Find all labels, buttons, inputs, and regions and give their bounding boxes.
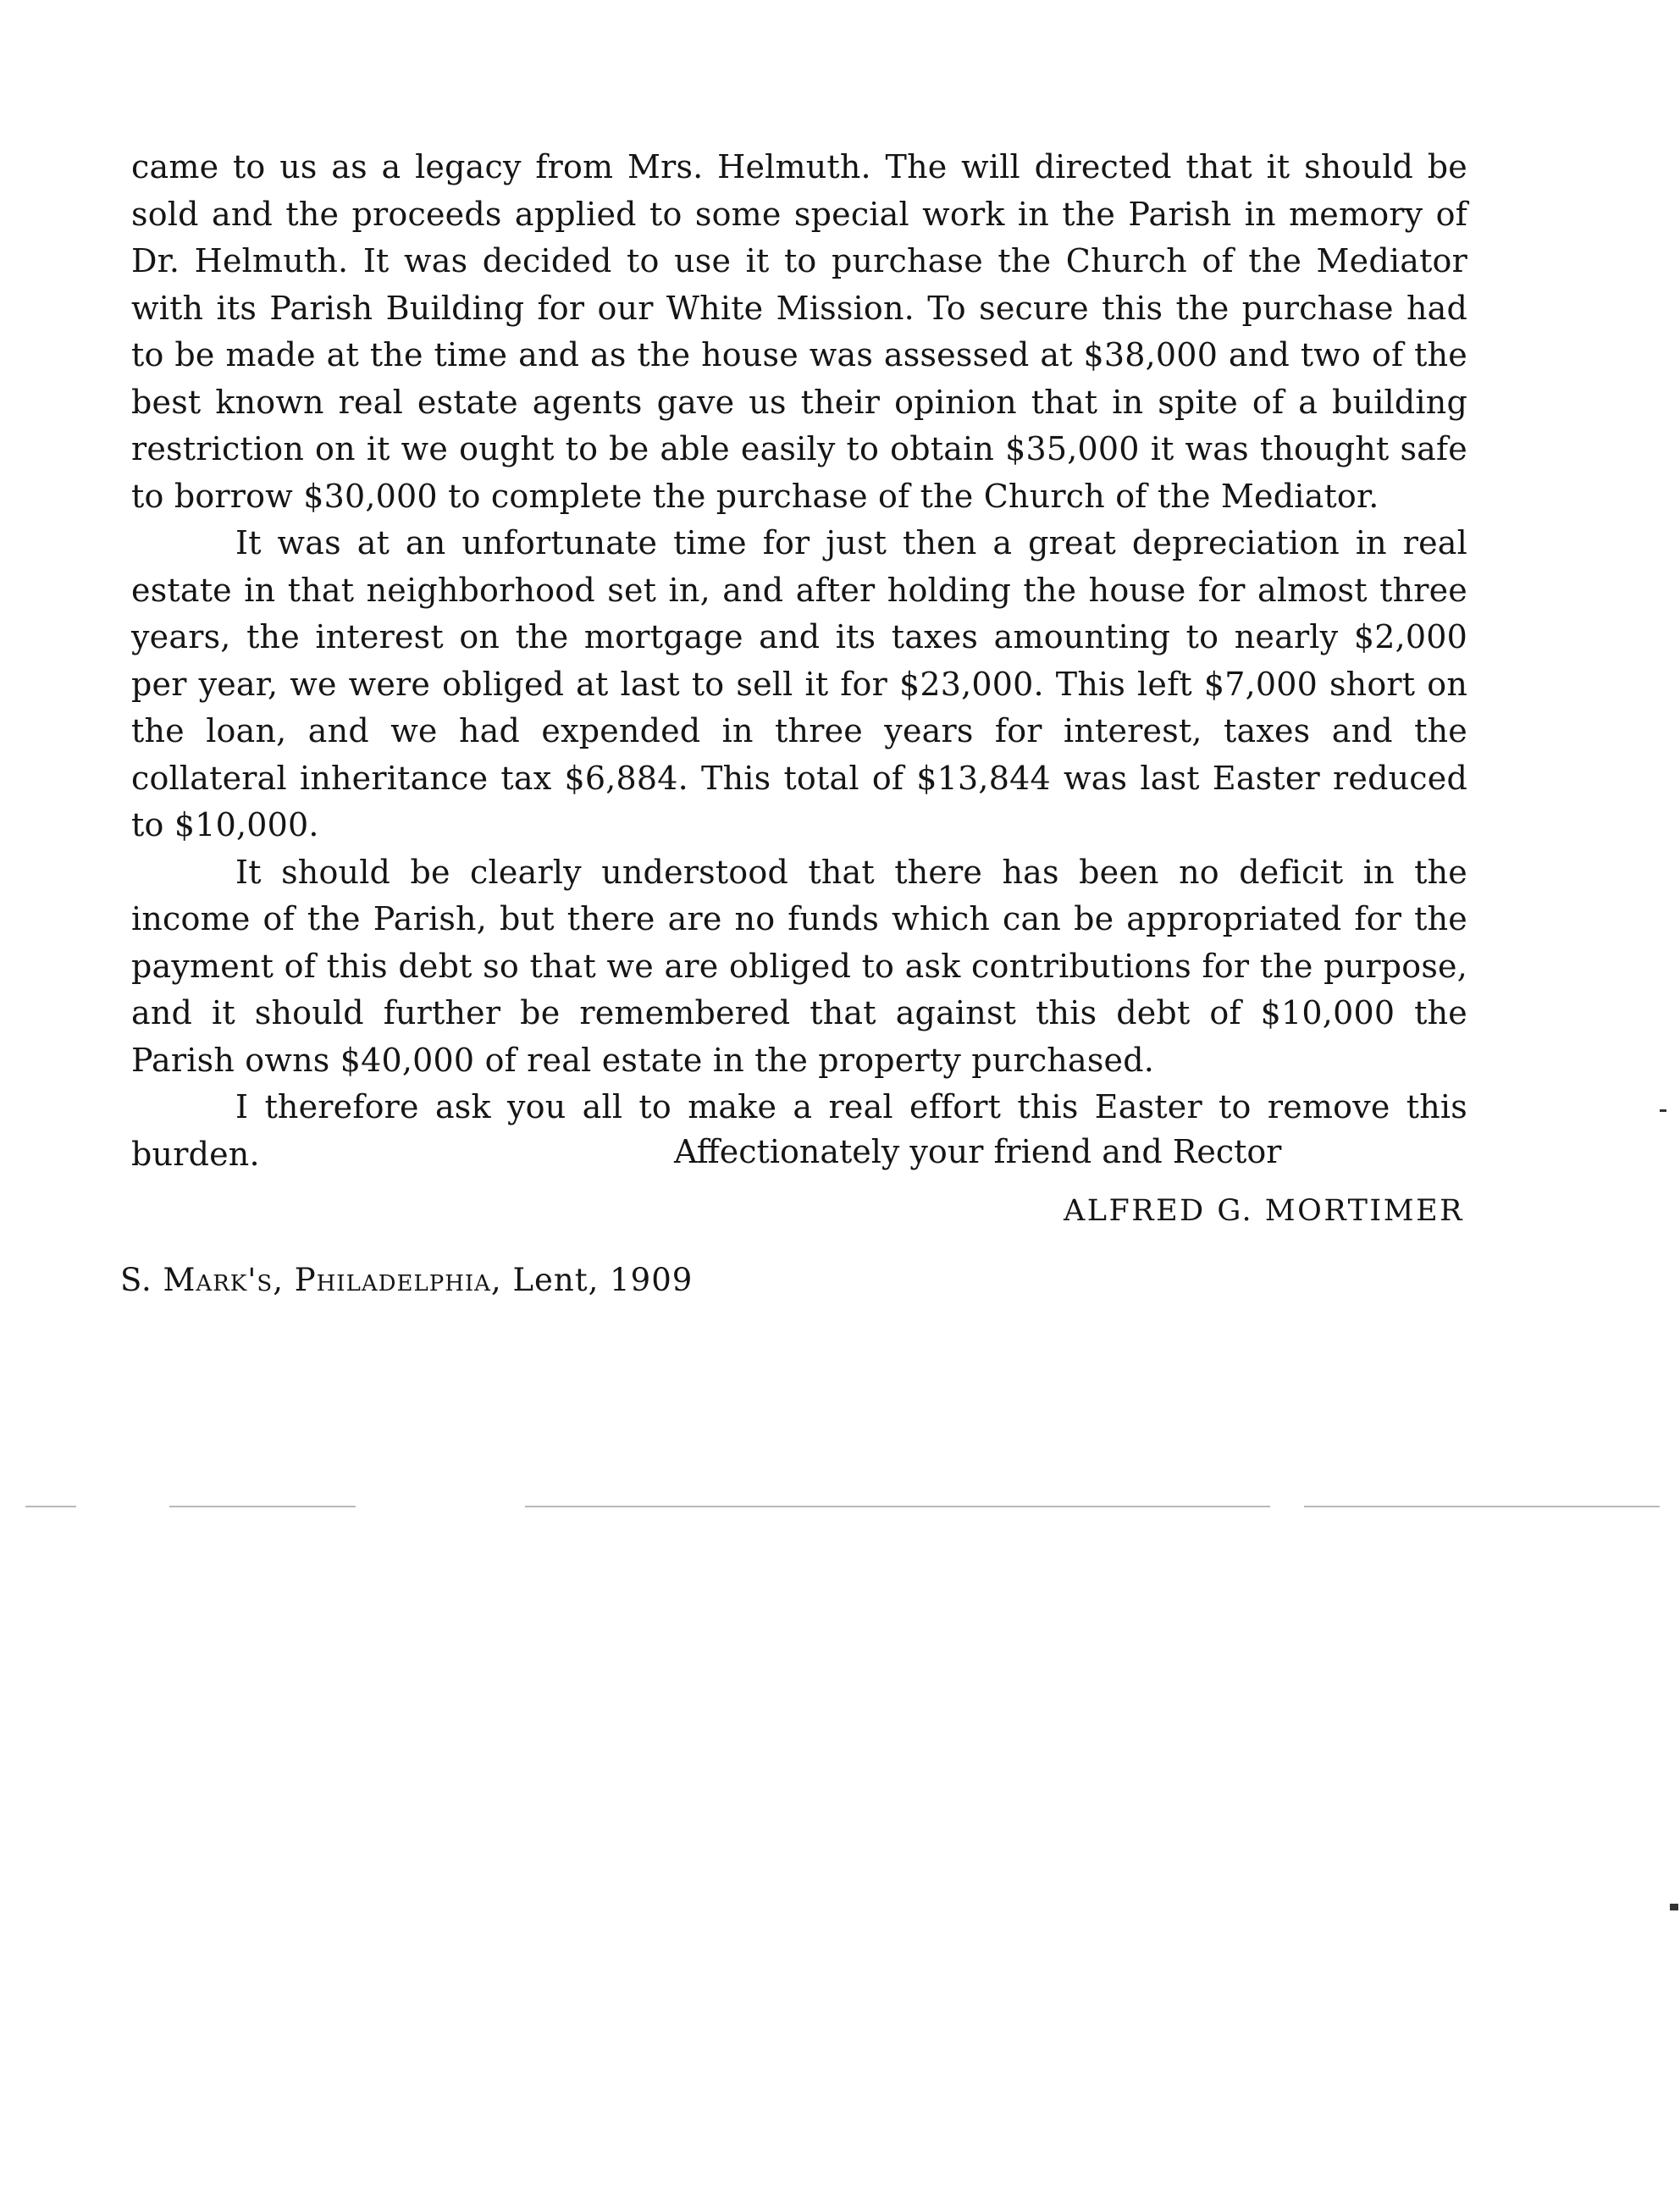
scan-edge-mark-2 xyxy=(1670,1904,1678,1910)
fold-line-segment-2 xyxy=(525,1506,1270,1507)
place-church: S. Mark's, xyxy=(120,1262,284,1298)
paragraph-depreciation: It was at an unfortunate time for just then a great depreciation in real estate in that neighborhood set in, and after holding the house for almost three years, the interest on the mortgage and its taxes amounting to nearly $2,000 per year, we were obliged at last to sell it for $23,000. This left $7,000 short on the loan, and we had expended in three years for interest, taxes and the collateral inheritance tax $6,884. This total of $13,844 was last Easter reduced to $10,000. xyxy=(131,524,1467,843)
paragraph-appeal: I therefore ask you all to make a real effort this Easter to remove this burden. xyxy=(131,1088,1467,1173)
signature: ALFRED G. MORTIMER xyxy=(1063,1194,1464,1228)
closing-line: Affectionately your friend and Rector xyxy=(674,1133,1282,1170)
paragraph-legacy: came to us as a legacy from Mrs. Helmuth. The will directed that it should be sold and the proceeds applied to some special work in the Parish in memory of Dr. Helmuth. It was decided to use it to purchase the Church of the Mediator with its Parish Building for our White Mission. To secure this the purchase had to be made at the time and as the house was assessed at $38,000 and two of the best known real estate agents gave us their opinion that in spite of a building restriction on it we ought to be able easily to obtain $35,000 it was thought safe to borrow $30,000 to complete the purchase of the Church of the Mediator. xyxy=(131,148,1467,515)
fold-line-left xyxy=(25,1506,76,1507)
paragraph-no-deficit: It should be clearly understood that there has been no deficit in the income of the Parish, but there are no funds which can be appropriated for the payment of this debt so that we are obliged to ask contributions for the purpose, and it should further be remembered that against this debt of $10,000 the Parish owns $40,000 of real estate in the property purchased. xyxy=(131,853,1467,1079)
letter-body xyxy=(131,144,1467,1178)
fold-line-segment-1 xyxy=(169,1506,356,1507)
place-city: Philadelphia, xyxy=(294,1262,502,1298)
scan-edge-mark-1 xyxy=(1660,1109,1666,1112)
place-and-date xyxy=(120,1262,693,1298)
place-date: Lent, 1909 xyxy=(512,1262,694,1298)
fold-line-segment-3 xyxy=(1304,1506,1660,1507)
